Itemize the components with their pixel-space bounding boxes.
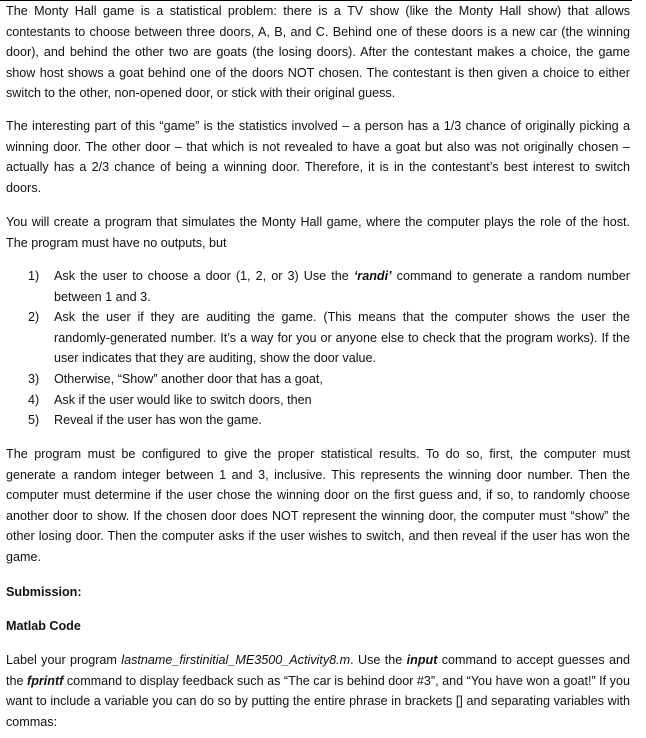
statistics-paragraph: The interesting part of this “game” is the statistics involved – a person has a 1/3 chance of originally picking a winning door. The other door – that which is not revealed to have a goat but also was not originally chosen – actually has a 2/3 chance of being a winning door. Therefore, it is in the contestant’s best interest to switch doors. — [6, 119, 630, 195]
filename-text: lastname_firstinitial_ME3500_Activity8.m — [121, 653, 351, 667]
list-item-number: 5) — [28, 413, 40, 428]
configuration-paragraph: The program must be configured to give the proper statistical results. To do so, first, the computer must generate a random integer between 1 and 3, inclusive. This represents the winning door number. Then the computer must determine if the user chose the winning door on the first guess and, if so, to randomly choose another door to show. If the chosen door does NOT represent the winning door, the computer must “show” the other losing door. Then the computer asks if the user wishes to switch, and then reveal if the user has won the game. — [6, 447, 630, 564]
list-item-number: 3) — [28, 371, 40, 386]
matlab-code-heading: Matlab Code — [6, 619, 81, 633]
randi-command: ‘randi’ — [353, 269, 392, 283]
list-item — [6, 410, 630, 431]
task-paragraph: You will create a program that simulates the Monty Hall game, where the computer plays the role of the host. The program must have no outputs, but — [6, 215, 630, 250]
input-command: input — [406, 653, 438, 667]
intro-paragraph: The Monty Hall game is a statistical problem: there is a TV show (like the Monty Hall show) that allows contestants to choose between three doors, A, B, and C. Behind one of these doors is a new car (the winning door), and behind the other two are goats (the losing doors). After the contestant makes a choice, the game show host shows a goat behind one of the doors NOT chosen. The contestant is then given a choice to either switch to the other, non-opened door, or stick with their original guess. — [6, 4, 630, 101]
fprintf-command: fprintf — [27, 673, 64, 688]
list-item-text: Ask if the user would like to switch doors, then — [54, 392, 312, 407]
list-item-text: Ask the user if they are auditing the game. (This means that the computer shows the user the randomly-generated number. It’s a way for you or anyone else to check that the program works). If the user indicates that they are auditing, show the door value. — [54, 310, 630, 366]
list-item-number: 4) — [28, 392, 40, 407]
list-item-number: 1) — [28, 269, 40, 283]
submission-heading: Submission: — [6, 585, 82, 599]
list-item — [6, 266, 630, 307]
label-text-1: Label your program — [6, 653, 122, 667]
list-item-text: Ask the user to choose a door (1, 2, or 3) Use the — [54, 269, 354, 283]
label-text-3: command to accept guesses and the — [6, 653, 630, 688]
label-text-2: . Use the — [350, 653, 407, 667]
list-item-text-end: command to generate a random number between 1 and 3. — [54, 269, 630, 304]
list-item-text: Otherwise, “Show” another door that has a goat, — [54, 371, 323, 386]
list-item — [6, 307, 630, 369]
list-item-number: 2) — [28, 310, 40, 325]
list-item-text: Reveal if the user has won the game. — [54, 413, 262, 428]
list-item — [6, 369, 630, 390]
label-text-4: command to display feedback such as “The car is behind door #3”, and “You have won a goat!” If you want to include a variable you can do so by putting the entire phrase in brackets [] and separating variables with commas: — [6, 673, 630, 729]
list-item — [6, 390, 630, 411]
steps-list — [6, 266, 630, 431]
label-paragraph — [6, 650, 630, 732]
